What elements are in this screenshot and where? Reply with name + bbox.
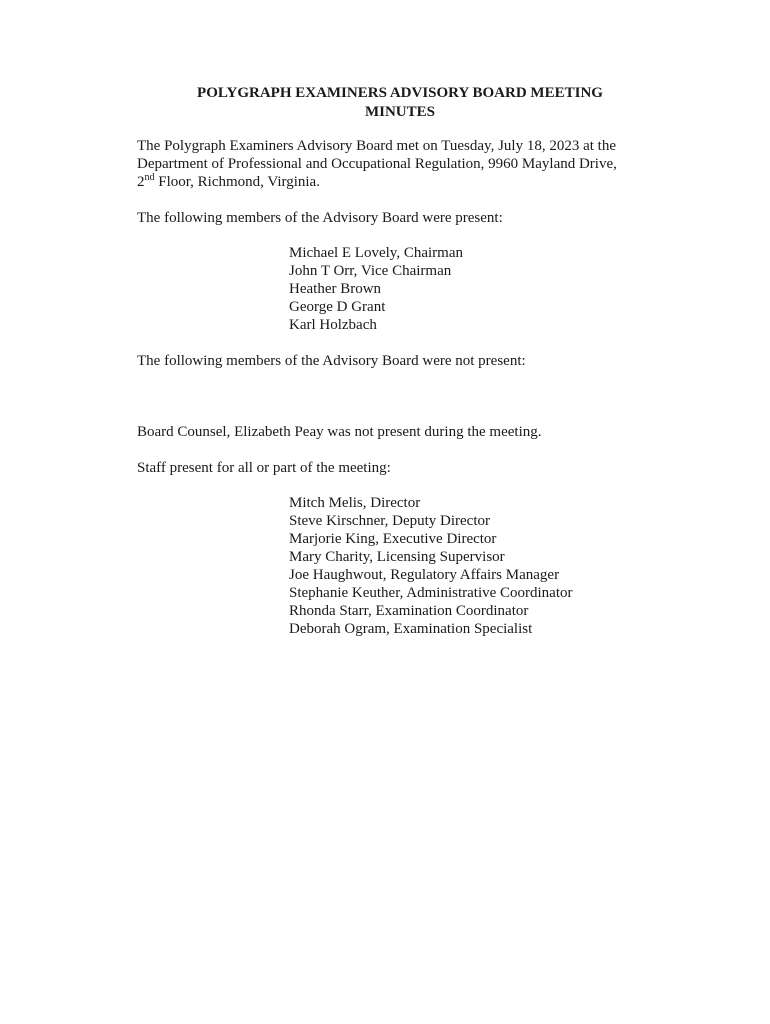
title-line-1: POLYGRAPH EXAMINERS ADVISORY BOARD MEETING <box>197 85 603 101</box>
staff-item: Rhonda Starr, Examination Coordinator <box>289 603 529 619</box>
document-title <box>137 84 663 122</box>
member-present-item: Karl Holzbach <box>289 317 377 333</box>
board-counsel-note: Board Counsel, Elizabeth Peay was not present during the meeting. <box>137 424 542 440</box>
staff-item: Mary Charity, Licensing Supervisor <box>289 549 505 565</box>
intro-line-1: The Polygraph Examiners Advisory Board met on Tuesday, July 18, 2023 at the <box>137 138 616 154</box>
member-present-item: Heather Brown <box>289 281 382 297</box>
member-present-item: George D Grant <box>289 299 386 315</box>
staff-item: Joe Haughwout, Regulatory Affairs Manager <box>289 567 560 583</box>
staff-item: Steve Kirschner, Deputy Director <box>289 513 490 529</box>
intro-paragraph <box>137 137 637 191</box>
floor-number: 2 <box>137 174 145 190</box>
members-present-list <box>289 244 689 334</box>
title-line-2: MINUTES <box>364 104 435 120</box>
intro-line-3 <box>137 173 637 191</box>
staff-item: Stephanie Keuther, Administrative Coordinator <box>289 585 573 601</box>
staff-item: Marjorie King, Executive Director <box>289 531 497 547</box>
members-present-label: The following members of the Advisory Board were present: <box>137 210 503 226</box>
floor-ordinal-suffix: nd <box>144 172 155 183</box>
intro-line-2: Department of Professional and Occupational Regulation, 9960 Mayland Drive, <box>137 156 617 172</box>
staff-item: Mitch Melis, Director <box>289 495 421 511</box>
staff-present-label: Staff present for all or part of the meeting: <box>137 460 391 476</box>
intro-line-3-text: Floor, Richmond, Virginia. <box>154 174 320 190</box>
members-absent-label: The following members of the Advisory Board were not present: <box>137 353 526 369</box>
staff-present-list <box>289 494 689 638</box>
staff-item: Deborah Ogram, Examination Specialist <box>289 621 533 637</box>
member-present-item: Michael E Lovely, Chairman <box>289 245 463 261</box>
member-present-item: John T Orr, Vice Chairman <box>289 263 452 279</box>
